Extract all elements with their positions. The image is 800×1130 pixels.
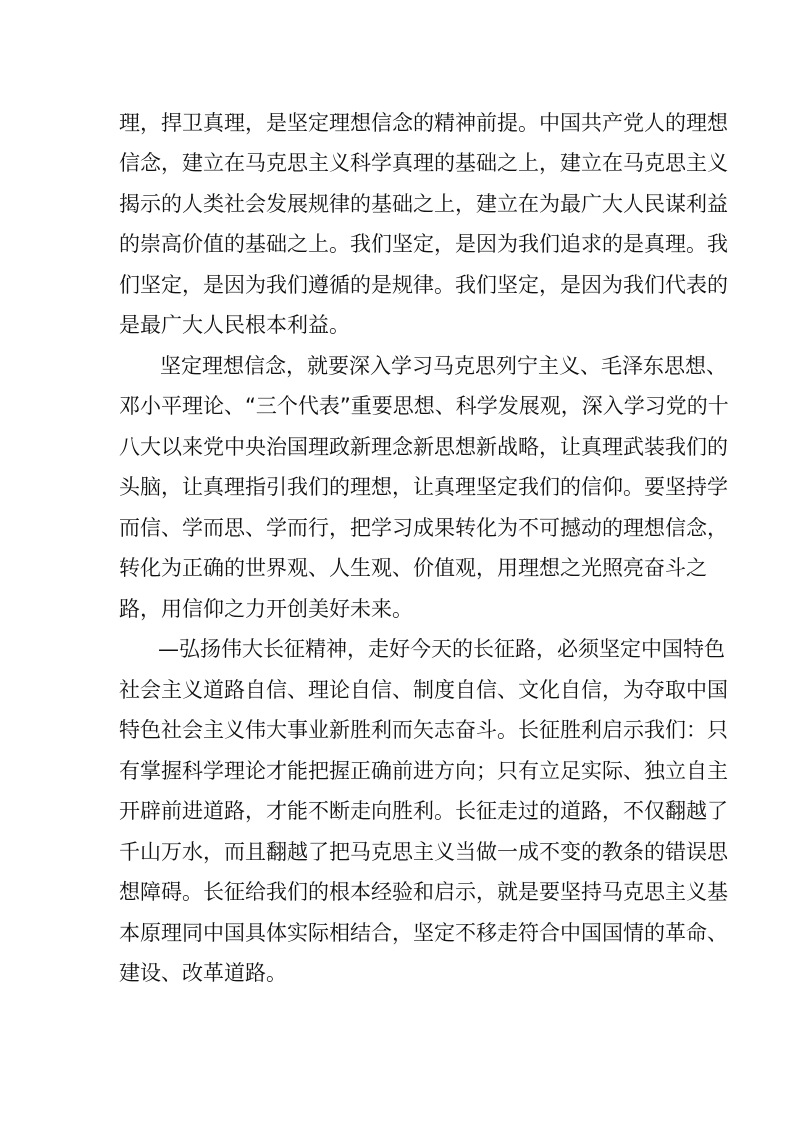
text-line: 揭示的人类社会发展规律的基础之上，建立在为最广大人民谋利益 — [119, 192, 728, 216]
text-line: 是最广大人民根本利益。 — [119, 313, 350, 337]
text-line: 开辟前进道路，才能不断走向胜利。长征走过的道路，不仅翻越了 — [119, 799, 728, 823]
text-line: 而信、学而思、学而行，把学习成果转化为不可撼动的理想信念， — [119, 516, 728, 540]
text-line: 建设、改革道路。 — [119, 961, 287, 985]
text-line: 社会主义道路自信、理论自信、制度自信、文化自信，为夺取中国 — [119, 678, 728, 702]
text-line: 头脑，让真理指引我们的理想，让真理坚定我们的信仰。要坚持学 — [119, 475, 728, 499]
text-line: 有掌握科学理论才能把握正确前进方向；只有立足实际、独立自主 — [119, 759, 728, 783]
text-line: 路，用信仰之力开创美好未来。 — [119, 597, 413, 621]
text-line: 八大以来党中央治国理政新理念新思想新战略，让真理武装我们的 — [119, 435, 728, 459]
text-line: 坚定理想信念，就要深入学习马克思列宁主义、毛泽东思想、 — [160, 354, 727, 378]
text-line: 信念，建立在马克思主义科学真理的基础之上，建立在马克思主义 — [119, 151, 728, 175]
text-line: —弘扬伟大长征精神，走好今天的长征路，必须坚定中国特色 — [158, 637, 725, 661]
text-line: 理，捍卫真理，是坚定理想信念的精神前提。中国共产党人的理想 — [119, 111, 728, 135]
text-line: 本原理同中国具体实际相结合，坚定不移走符合中国国情的革命、 — [119, 921, 728, 945]
text-line: 千山万水，而且翻越了把马克思主义当做一成不变的教条的错误思 — [119, 840, 728, 864]
text-line: 想障碍。长征给我们的根本经验和启示，就是要坚持马克思主义基 — [119, 880, 728, 904]
text-line: 邓小平理论、“三个代表”重要思想、科学发展观，深入学习党的十 — [119, 394, 729, 418]
text-line: 特色社会主义伟大事业新胜利而矢志奋斗。长征胜利启示我们：只 — [119, 718, 728, 742]
text-line: 的崇高价值的基础之上。我们坚定，是因为我们追求的是真理。我 — [119, 232, 728, 256]
text-line: 转化为正确的世界观、人生观、价值观，用理想之光照亮奋斗之 — [119, 556, 707, 580]
text-line: 们坚定，是因为我们遵循的是规律。我们坚定，是因为我们代表的 — [119, 273, 728, 297]
